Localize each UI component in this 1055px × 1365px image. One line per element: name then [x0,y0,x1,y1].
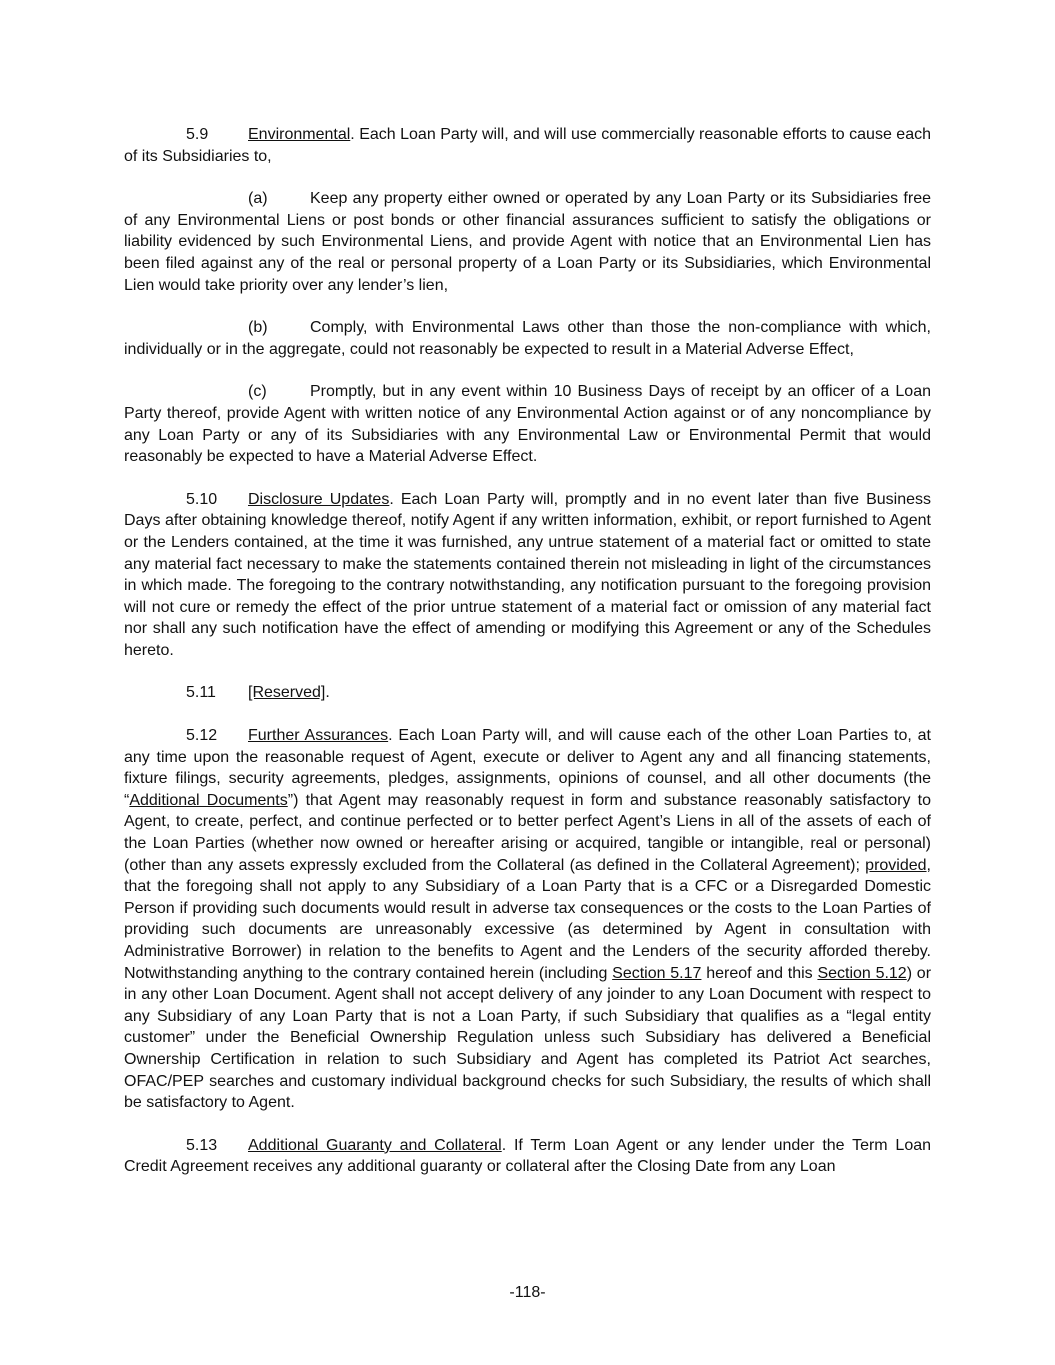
section-text: . [325,684,330,702]
section-number: 5.13 [186,1136,218,1154]
section-heading: Additional Guaranty and Collateral [248,1136,502,1154]
section-5-13 [124,1135,931,1178]
provided-term: provided [865,856,927,874]
clause-label: (a) [248,190,268,208]
clause-b [124,317,931,360]
section-heading: Disclosure Updates [248,490,390,508]
section-number: 5.11 [186,684,216,702]
section-5-9 [124,124,931,167]
section-text: . Each Loan Party will, promptly and in no event later than five Business Days after obtaining knowledge thereof, notify Agent if any written information, exhibit, or report furnished to Agent or the Lenders contained, at the time it was furnished, any untrue statement of a material fact or omitted to state any material fact necessary to make the statements contained therein not misleading in light of the circumstances in which made. The foregoing to the contrary notwithstanding, any notification pursuant to the foregoing provision will not cure or remedy the effect of the prior untrue statement of a material fact or omission of any material fact nor shall any such notification have the effect of amending or modifying this Agreement or any of the Schedules hereto. [124,490,932,659]
clause-c [124,381,931,467]
section-text: ”) that Agent may reasonably request in form and substance reasonably satisfactory to Agent, to create, perfect, and continue perfected or to better perfect Agent’s Liens in all of the assets of each of the Loan Parties (whether now owned or hereafter arising or acquired, tangible or intangible, real or personal) (other than any assets expressly excluded from the Collateral (as defined in the Collateral Agreement); [124,791,931,874]
section-heading: [Reserved] [248,684,326,702]
section-5-11 [124,682,931,704]
page-number: -118- [509,1284,546,1301]
section-number: 5.9 [186,126,209,143]
section-heading: Environmental [248,126,351,143]
defined-term: Additional Documents [129,791,288,809]
section-text: . If Term Loan Agent or any lender under the Term Loan Credit Agreement receives any additional guaranty or collateral after the Closing Date from any Loan [124,1136,932,1176]
document-body [124,124,931,1199]
section-number: 5.12 [186,727,218,745]
clause-text: Comply, with Environmental Laws other than those the non-compliance with which, individually or in the aggregate, could not reasonably be expected to result in a Material Adverse Effect, [124,319,931,358]
section-number: 5.10 [186,490,218,508]
section-text: . Each Loan Party will, and will cause each of the other Loan Parties to, at any time upon the reasonable request of Agent, execute or deliver to Agent any and all financing statements, fixture filings, security agreements, pledges, assignments, opinions of counsel, and all other documents (the “ [124,727,932,809]
section-text: , that the foregoing shall not apply to any Subsidiary of a Loan Party that is a CFC or a Disregarded Domestic Person if providing such documents would result in adverse tax consequences or the costs to the Loan Parties of providing such documents are unreasonably excessive (as determined by Agent in consultation with Administrative Borrower) in relation to the benefits to Agent and the Lenders of the security afforded thereby. Notwithstanding anything to the contrary contained herein (including [124,856,931,982]
section-5-12 [124,725,931,1114]
clause-label: (b) [248,319,268,337]
section-text: ) or in any other Loan Document. Agent shall not accept delivery of any joinder to any Loan Document with respect to any Subsidiary of any Loan Party that is not a Loan Party, if such Subsidiary that qualifies as a “legal entity customer” under the Beneficial Ownership Regulation unless such Subsidiary has delivered a Beneficial Ownership Certification in relation to such Subsidiary and Agent has completed its Patriot Act searches, OFAC/PEP searches and customary individual background checks for such Subsidiary, the results of which shall be satisfactory to Agent. [124,964,932,1112]
section-reference: Section 5.17 [612,964,702,982]
section-reference: Section 5.12 [817,964,907,982]
clause-text: Keep any property either owned or operated by any Loan Party or its Subsidiaries free of any Environmental Liens or post bonds or other financial assurances sufficient to satisfy the obligations or liability evidenced by such Environmental Liens, and provide Agent with notice that an Environmental Lien has been filed against any of the real or personal property of a Loan Party or its Subsidiaries, which Environmental Lien would take priority over any lender’s lien, [124,190,931,294]
section-text: . Each Loan Party will, and will use commercially reasonable efforts to cause each of its Subsidiaries to, [124,126,931,165]
section-heading: Further Assurances [248,727,389,745]
clause-text: Promptly, but in any event within 10 Business Days of receipt by an officer of a Loan Party thereof, provide Agent with written notice of any Environmental Action against or of any noncompliance by any Loan Party or any of its Subsidiaries with any Environmental Law or Environmental Permit that would reasonably be expected to have a Material Adverse Effect. [124,383,931,466]
clause-a [124,188,931,296]
clause-label: (c) [248,383,267,401]
section-text: hereof and this [701,964,818,982]
section-5-10 [124,489,931,662]
